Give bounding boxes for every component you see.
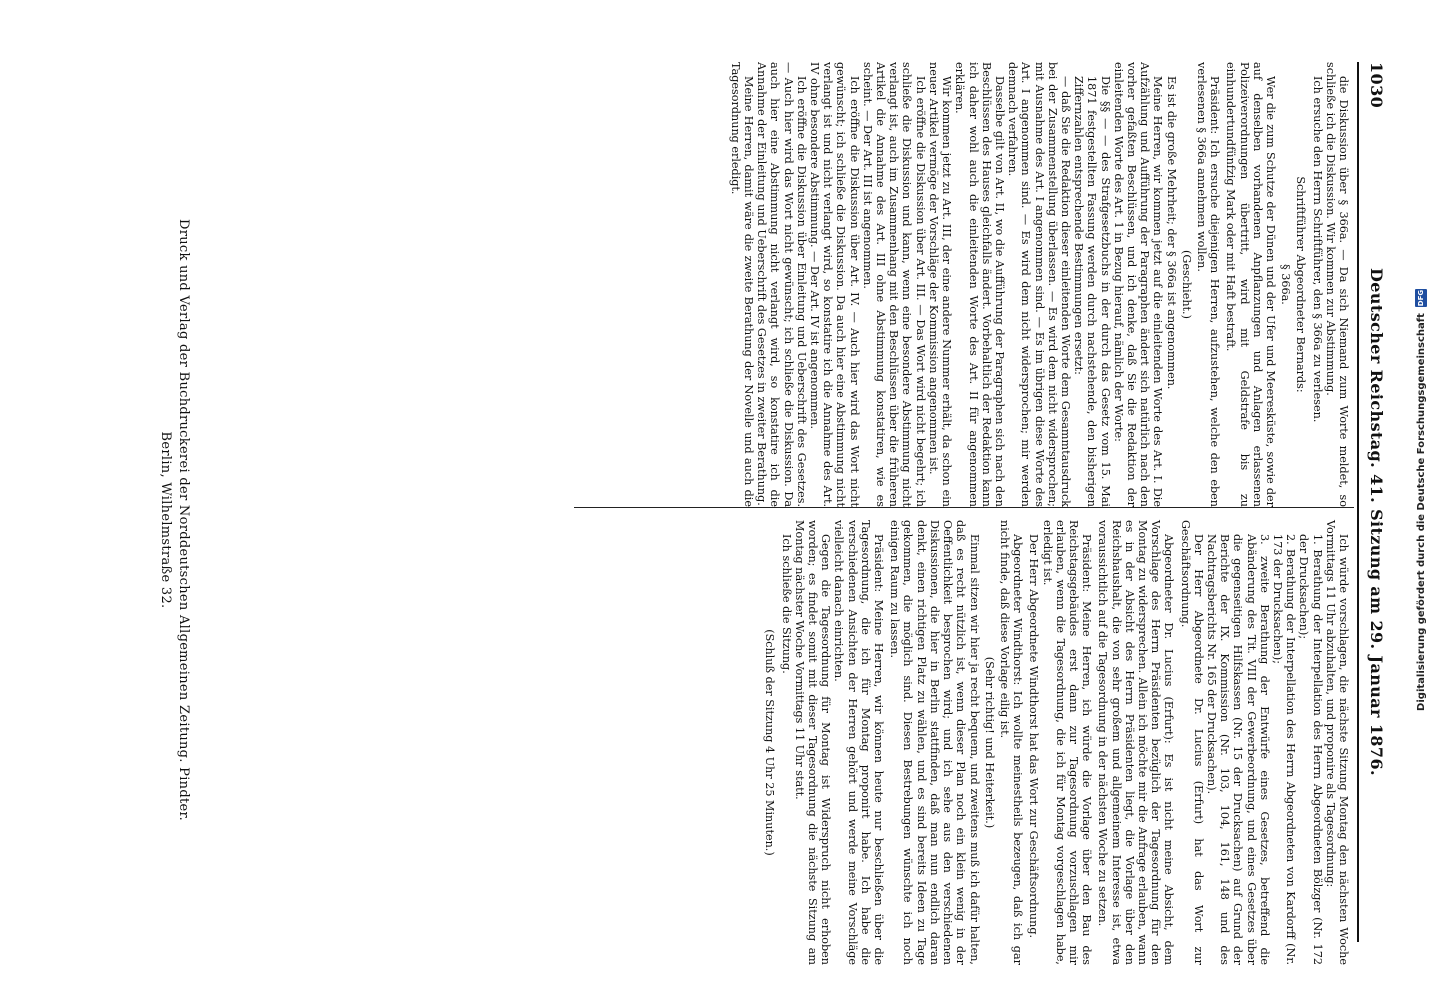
paragraph: Ich schließe die Sitzung. bbox=[779, 534, 793, 674]
speaker-line: Schriftführer Abgeordneter Bernards: bbox=[1294, 176, 1308, 393]
paragraph: Ich eröffne die Diskussion über Einleitung und Ueberschrift des Gesetzes. — Auch hier wird das Wort nicht gewünscht; ich schließe die Diskussion. Da auch hier eine Abstimmung nicht verlangt wird, so konstatire ich die Annahme der Einleitung und Ueberschrift des Gesetzes in zweiter Berathung. bbox=[755, 62, 808, 507]
paragraph: Ich eröffne die Diskussion über Art. III. — Das Wort wird nicht begehrt; ich schließe die Diskussion und kann, wenn eine besondere Abstimmung nicht verlangt ist, auch im Zusammenhang mit den Beschlüssen über die früheren Artikel die Annahme des Art. III ohne Abstimmung konstatiren, wie es scheint. — Der Art. III ist angenommen. bbox=[860, 62, 927, 507]
printer-imprint bbox=[156, 160, 192, 880]
stage-note: (Geschieht.) bbox=[1179, 250, 1193, 319]
paragraph: Einmal sitzen wir hier ja recht bequem, und zweitens muß ich dafür halten, daß es recht nützlich ist, wenn dieser Plan noch ein klein wenig in der Oeffentlichkeit besprochen wird; und ich sehe aus den verschiedenen Diskussionen, die hier in Berlin stattfinden, daß man nun endlich daran denkt, einen richtigen Platz zu wählen, und es sind bereits Ideen zu Tage gekommen, die möglich sind. Diesen Bestrebungen wünschte ich noch einigen Raum zu lassen. bbox=[888, 520, 981, 965]
agenda-item: 1. Berathung der Interpellation des Herrn Abgeordneten Bölzger (Nr. 172 der Drucksachen); bbox=[1297, 534, 1324, 965]
quoted-text: Die §§ — — des Strafgesetzbuchs in der durch das Gesetz vom 15. Mai 1871 festgestellten Fassung werden durch nachstehende, den bisherigen Ziffernzahlen entsprechende Bestimmungen ersetzt: bbox=[1072, 76, 1112, 507]
agenda-item: 3. zweite Berathung der Entwürfe eines Gesetzes, betreffend die Abänderung des Tit. VIII der Gewerbeordnung, und eines Gesetzes über die gegenseitigen Hilfskassen (Nr. 15 der Drucksachen) auf Grund der Berichte der IX. Kommission (Nr. 103, 104, 161, 148 und des Nachtragsberichts Nr. 165 der Drucksachen). bbox=[1204, 534, 1271, 965]
paragraph: Präsident: Ich ersuche diejenigen Herren, aufzustehen, welche den eben verlesenen § 366a annehmen wollen. bbox=[1194, 62, 1222, 507]
stage-note: (Sehr richtig! und Heiterkeit.) bbox=[982, 656, 996, 829]
section-number: § 366a. bbox=[1279, 264, 1293, 305]
paragraph: Ich würde vorschlagen, die nächste Sitzung Montag den nächsten Woche Vormittags 11 Uhr abzuhalten, und proponire als Tagesordnung: bbox=[1323, 520, 1350, 965]
paragraph: — daß Sie die Redaktion dieser einleitenden Worte dem Gesammtausdruck bei der Zusammenstellung überlassen. — Es wird dem nicht widersprochen; mit Ausnahme des Art. I angenommen sind. — Es im übrigen diese Worte des Art. I angenommen sind. — Es wird dem nicht widersprochen; mir werden demnach verfahren. bbox=[1006, 62, 1072, 507]
paragraph: Abgeordneter Windthorst: Ich wollte meinestheils bezeugen, daß ich gar nicht finde, daß diese Vorlage eilig ist. bbox=[997, 520, 1025, 965]
digitization-note: Digitalisierung gefördert durch die Deutsche Forschungsgemeinschaft bbox=[1415, 313, 1427, 711]
paragraph: Ich ersuche den Herrn Schriftführer, den § 366a zu verlesen. bbox=[1310, 76, 1324, 423]
paragraph: Präsident: Meine Herren, ich würde die Vorlage über den Bau des Reichstagsgebäudes erst dann zur Tagesordnung vorzuschlagen mir erlauben, wenn die Tagesordnung, die ich für Montag vorgeschlagen habe, erledigt ist. bbox=[1040, 520, 1094, 965]
agenda-item: 2. Berathung der Interpellation des Herrn Abgeordneten von Kardorff (Nr. 173 der Drucksachen); bbox=[1270, 534, 1298, 965]
running-title: Deutscher Reichstag. 41. Sitzung am 29. Januar 1876. bbox=[1367, 268, 1386, 776]
closing-note: (Schluß der Sitzung 4 Uhr 25 Minuten.) bbox=[763, 629, 777, 856]
page-number: 1030 bbox=[1367, 62, 1386, 109]
paragraph: Präsident: Meine Herren, wir können heute nur beschließen über die Tagesordnung, die ich für Montag proponirt habe. Ich habe die verschiedenen Ansichten der Herren gehört und werde meine Vorschläge vielleicht danach einrichten. bbox=[832, 520, 886, 965]
right-column bbox=[761, 520, 1350, 965]
page-header bbox=[1360, 62, 1386, 982]
paragraph: Es ist die große Mehrheit; der § 366a ist angenommen. bbox=[1164, 76, 1178, 390]
digitization-strip bbox=[1411, 8, 1431, 992]
paragraph: Ich eröffne die Diskussion über Art. IV. — Auch hier wird das Wort nicht gewünscht; ich schließe die Diskussion. Da auch hier eine Abstimmung nicht verlangt ist und nicht verlangt wird, so konstatire ich die Annahme des Art. IV ohne besondere Abstimmung. — Der Art. IV ist angenommen. bbox=[808, 62, 861, 507]
paragraph: Meine Herren, wir kommen jetzt auf die einleitenden Worte des Art. I. Die Aufzählung und Aufführung der Paragraphen ändert sich natürlich nach den vorher gefaßten Beschlüssen, und ich denke, daß Sie die Redaktion der einleitenden Worte des Art. 1 in Bezug hierauf, nämlich der Worte: bbox=[1111, 62, 1165, 507]
column-divider bbox=[574, 507, 1354, 508]
paragraph: Abgeordneter Dr. Lucius (Erfurt): Es ist nicht meine Absicht, dem Vorschlage des Herrn Präsidenten bezüglich der Tagesordnung für den Montag zu widersprechen. Allein ich möchte mir die Anfrage erlauben, wann es in der Absicht des Herrn Präsidenten liegt, die Vorlage über den Reichshaushalt, die von sehr großem und allgemeinem Interesse ist, etwa voraussichtlich auf die Tagesordnung in der nächsten Woche zu setzen. bbox=[1096, 520, 1176, 965]
imprint-line: Berlin, Wilhelmstraße 32. bbox=[158, 431, 173, 609]
paragraph: Der Herr Abgeordnete Windthorst hat das Wort zur Geschäftsordnung. bbox=[1027, 534, 1041, 939]
paragraph: Meine Herren, damit wäre die zweite Berathung der Novelle und auch die Tagesordnung erledigt. bbox=[728, 62, 756, 507]
paragraph: Dasselbe gilt von Art. II, wo die Aufführung der Paragraphen sich nach den Beschlüssen des Hauses gleichfalls ändert. Vorbehaltlich der Redaktion kann ich daher wohl auch die einleitenden Worte des Art. II für angenommen erklären. bbox=[953, 62, 1006, 507]
paragraph: Wir kommen jetzt zu Art. III, der eine andere Nummer erhält, da schon ein neuer Artikel vermöge der Vorschläge der Kommission angenommen ist. bbox=[926, 62, 954, 507]
paragraph: die Diskussion über § 366a. — Da sich Niemand zum Worte meldet, so schließe ich die Diskussion. Wir kommen zur Abstimmung. bbox=[1323, 62, 1350, 507]
paragraph: Der Herr Abgeordnete Dr. Lucius (Erfurt) hat das Wort zur Geschäftsordnung. bbox=[1178, 520, 1205, 965]
left-column bbox=[729, 62, 1350, 507]
imprint-line: Druck und Verlag der Buchdruckerei der Norddeutschen Allgemeinen Zeitung. Pindter. bbox=[176, 218, 191, 822]
header-rule bbox=[1357, 62, 1359, 942]
paragraph: Gegen die Tagesordnung für Montag ist Widerspruch nicht erhoben worden; es findet somit mit dieser Tagesordnung die nächste Sitzung am Montag nächster Woche Vormittags 11 Uhr statt. bbox=[792, 520, 833, 965]
dfg-logo-icon: DFG bbox=[1417, 289, 1425, 307]
paragraph: Wer die zum Schutze der Dünen und der Ufer und Meeresküste, sowie der auf denselben vorhandenen Anpflanzungen und Anlagen erlassenen Polizeiverordnungen übertritt, wird mit Geldstrafe bis zu einhundertundfünfzig Mark oder mit Haft bestraft. bbox=[1224, 62, 1277, 507]
